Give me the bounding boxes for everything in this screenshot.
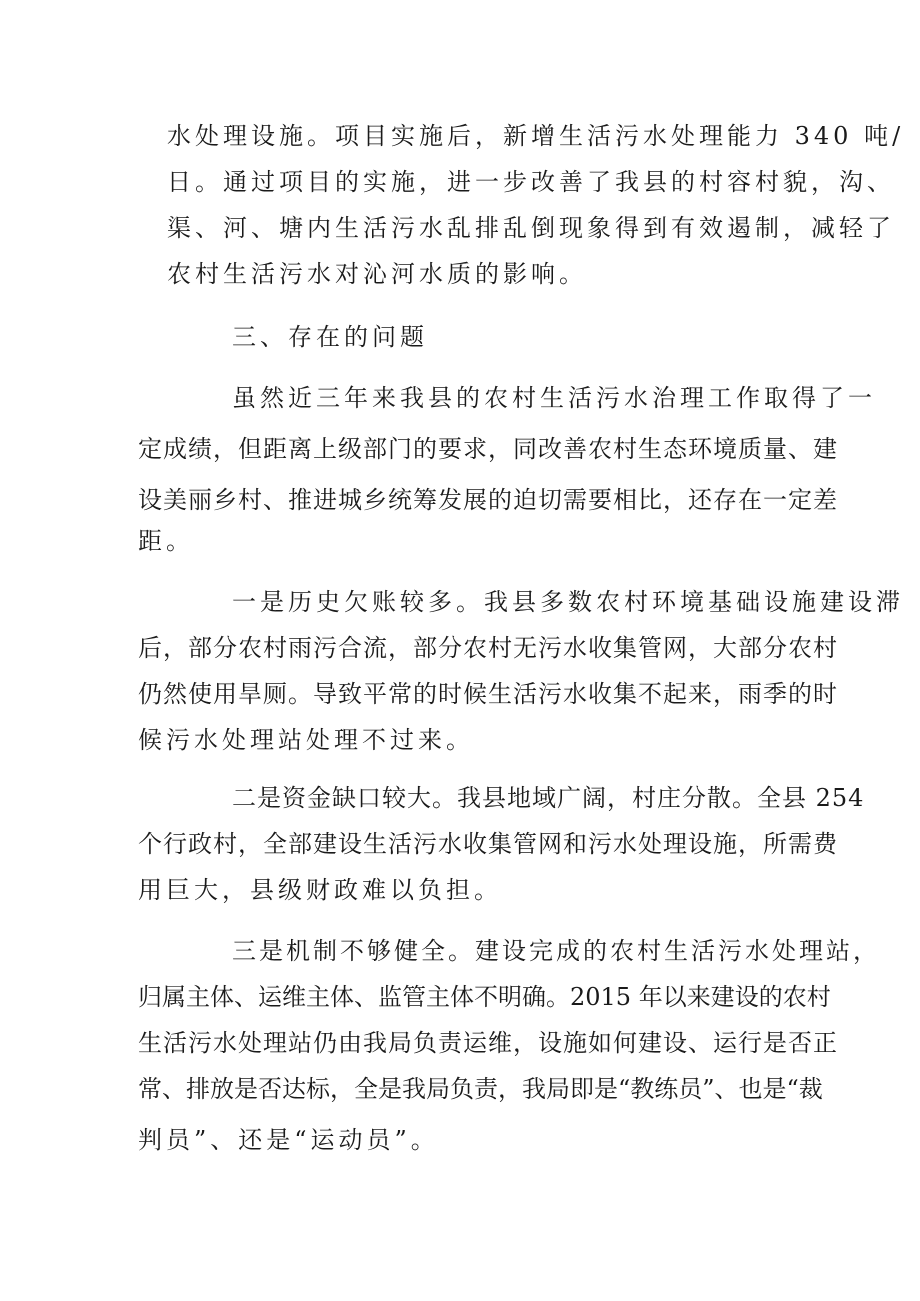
text-line: 候污水处理站处理不过来。 <box>138 726 474 754</box>
text-line: 虽然近三年来我县的农村生活污水治理工作取得了一 <box>232 384 876 412</box>
text-line: 三是机制不够健全。建设完成的农村生活污水处理站， <box>232 937 880 965</box>
text-line: 仍然使用旱厕。导致平常的时候生活污水收集不起来，雨季的时 <box>138 680 838 708</box>
text-line: 一是历史欠账较多。我县多数农村环境基础设施建设滞 <box>232 588 904 616</box>
text-line: 距。 <box>138 527 194 555</box>
text-line: 个行政村，全部建设生活污水收集管网和污水处理设施，所需费 <box>138 830 838 858</box>
text-line: 日。通过项目的实施，进一步改善了我县的村容村貌，沟、 <box>167 168 895 196</box>
text-line: 农村生活污水对沁河水质的影响。 <box>167 260 587 288</box>
text-line: 设美丽乡村、推进城乡统筹发展的迫切需要相比，还存在一定差 <box>138 486 838 514</box>
text-line: 归属主体、运维主体、监管主体不明确。2015 年以来建设的农村 <box>138 983 831 1011</box>
text-line: 定成绩，但距离上级部门的要求，同改善农村生态环境质量、建 <box>138 435 838 463</box>
text-line: 二是资金缺口较大。我县地域广阔，村庄分散。全县 254 <box>232 784 865 812</box>
text-line: 判员”、还是“运动员”。 <box>138 1126 439 1154</box>
section-heading: 三、存在的问题 <box>232 323 428 351</box>
text-line: 用巨大，县级财政难以负担。 <box>138 876 502 904</box>
text-line: 常、排放是否达标，全是我局负责，我局即是“教练员”、也是“裁 <box>138 1075 823 1103</box>
text-line: 生活污水处理站仍由我局负责运维，设施如何建设、运行是否正 <box>138 1029 838 1057</box>
text-line: 水处理设施。项目实施后，新增生活污水处理能力 340 吨/ <box>167 122 905 150</box>
text-line: 后，部分农村雨污合流，部分农村无污水收集管网，大部分农村 <box>138 634 838 662</box>
text-line: 渠、河、塘内生活污水乱排乱倒现象得到有效遏制，减轻了 <box>167 214 895 242</box>
